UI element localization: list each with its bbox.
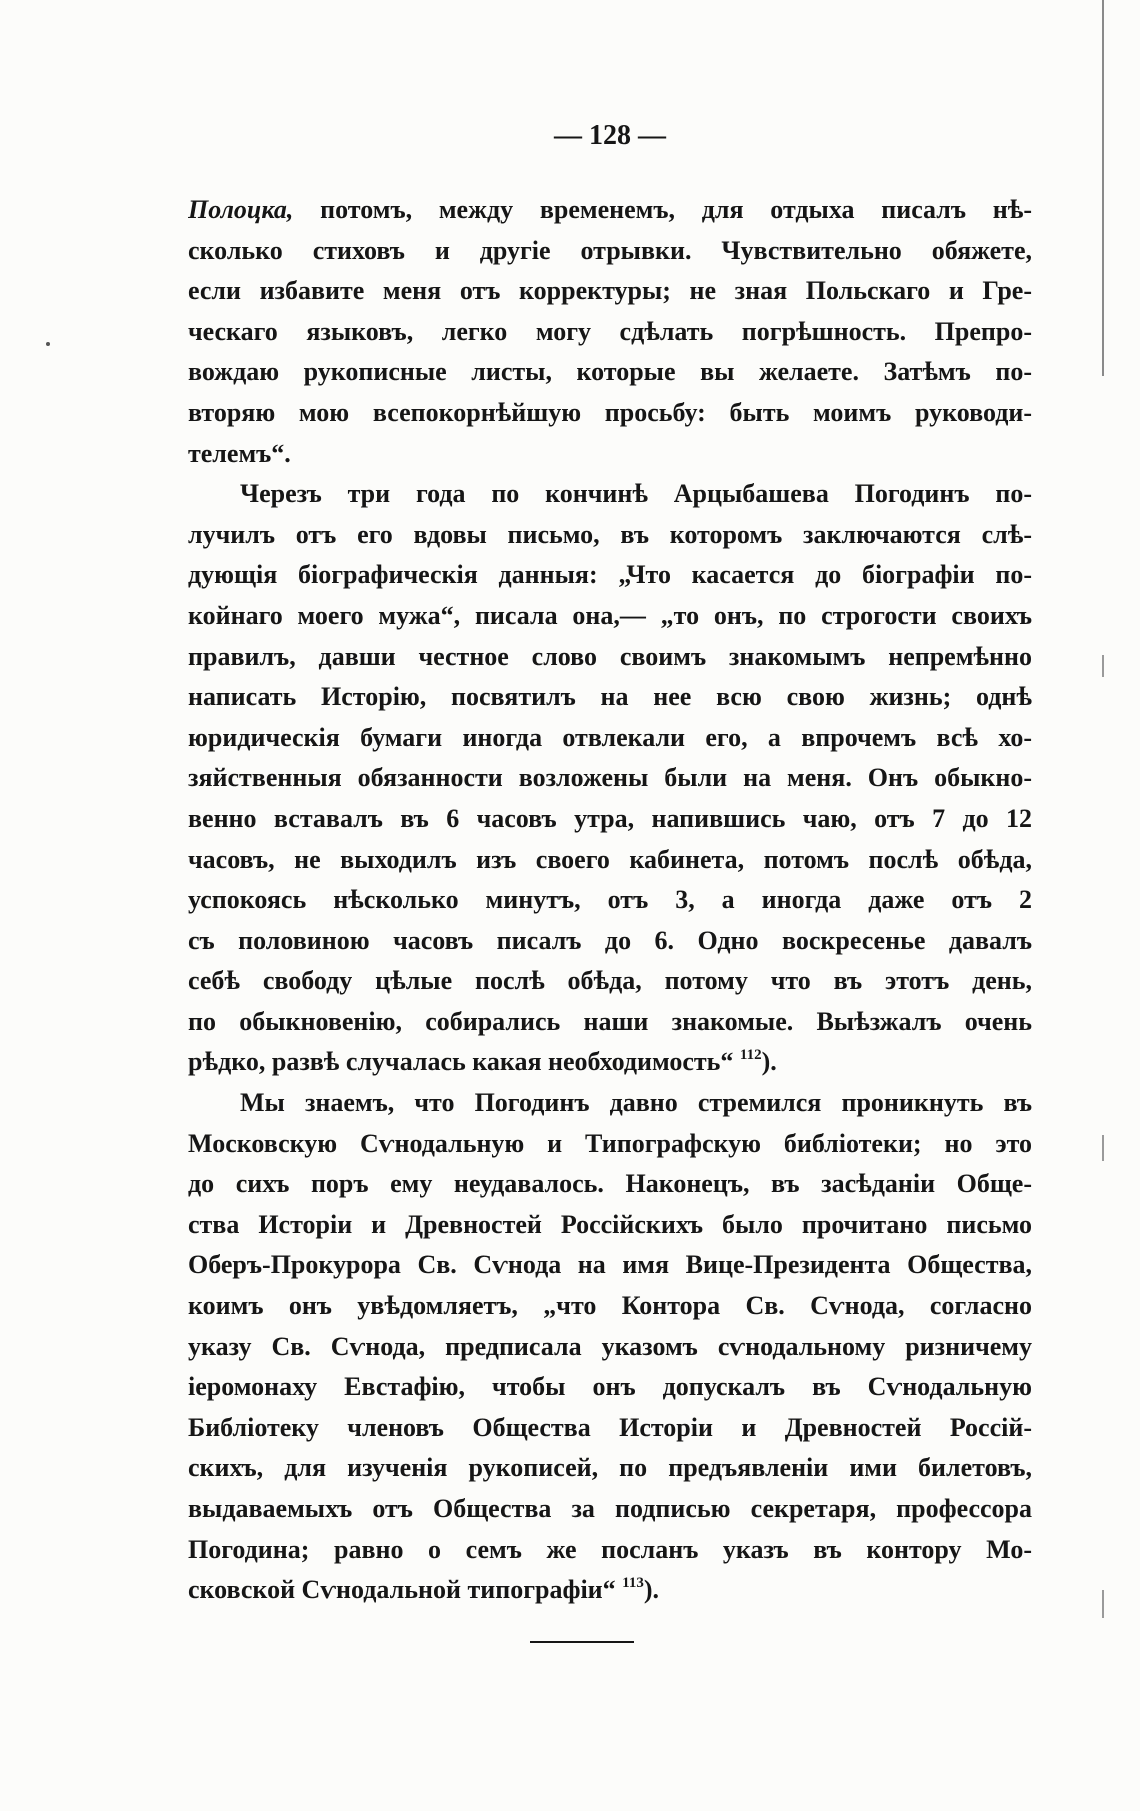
text-line: вождаю рукописные листы, которые вы желаете. Затѣмъ по- (188, 357, 1032, 387)
text-line: венно вставалъ въ 6 часовъ утра, напившись чаю, отъ 7 до 12 (188, 803, 1032, 833)
text-line: Библіотеку членовъ Общества Исторіи и Древностей Россій- (188, 1412, 1032, 1442)
text-line: телемъ“. (188, 438, 291, 468)
text-line: правилъ, давши честное слово своимъ знакомымъ непремѣнно (188, 641, 1032, 671)
line-text: рѣдко, развѣ случалась какая необходимость“ (188, 1047, 734, 1077)
text-line: коимъ онъ увѣдомляетъ, „что Контора Св. Сѵнода, согласно (188, 1291, 1032, 1321)
scan-edge-mark (1102, 1590, 1104, 1618)
text-line: іеромонаху Евстафію, чтобы онъ допускалъ въ Сѵнодальную (188, 1372, 1032, 1402)
text-line: сколько стиховъ и другіе отрывки. Чувствительно обяжете, (188, 235, 1032, 265)
text-line: Мы знаемъ, что Погодинъ давно стремился проникнуть въ (240, 1088, 1032, 1118)
text-line: Оберъ-Прокурора Св. Сѵнода на имя Вице-Президента Общества, (188, 1250, 1032, 1280)
line-text: потомъ, между временемъ, для отдыха писалъ нѣ- (320, 195, 1032, 224)
text-line: выдаваемыхъ отъ Общества за подписью секретаря, профессора (188, 1494, 1032, 1523)
text-line: Черезъ три года по кончинѣ Арцыбашева Погодинъ по- (240, 479, 1032, 509)
footnote-ref: 113 (622, 1575, 644, 1592)
scan-speck (46, 342, 50, 346)
text-line: скихъ, для изученія рукописей, по предъявленіи ими билетовъ, (188, 1453, 1032, 1483)
text-line: зяйственныя обязанности возложены были на меня. Онъ обыкно- (188, 763, 1032, 793)
text-line: написать Исторію, посвятилъ на нее всю свою жизнь; однѣ (188, 682, 1032, 712)
text-line: лучилъ отъ его вдовы письмо, въ которомъ заключаются слѣ- (188, 519, 1032, 549)
scan-edge-mark (1102, 655, 1104, 677)
text-line: успокоясь нѣсколько минутъ, отъ 3, а иногда даже отъ 2 (188, 885, 1032, 915)
text-line: Погодина; равно о семъ же посланъ указъ въ контору Мо- (188, 1534, 1032, 1564)
line-suffix: ). (761, 1047, 777, 1077)
italic-lead-word: Полоцка, (188, 195, 294, 224)
scan-edge-line (1102, 0, 1104, 376)
paragraph-3 (188, 1083, 1032, 1611)
text-line: койнаго моего мужа“, писала она,— „то онъ, по строгости своихъ (188, 600, 1032, 630)
page-number: — 128 — (554, 120, 666, 151)
text-line (188, 1570, 1032, 1611)
text-line: дующія біографическія данныя: „Что касается до біографіи по- (188, 560, 1032, 590)
line-suffix: ). (643, 1575, 660, 1605)
text-line: съ половиною часовъ писалъ до 6. Одно воскресенье давалъ (188, 925, 1032, 955)
line-text: сковской Сѵнодальной типографіи“ (188, 1575, 616, 1605)
text-line (188, 1042, 1032, 1083)
paragraph-1 (188, 190, 1032, 474)
text-line: юридическія бумаги иногда отвлекали его, а впрочемъ всѣ хо- (188, 722, 1032, 752)
text-line: вторяю мою всепокорнѣйшую просьбу: быть моимъ руководи- (188, 397, 1032, 427)
text-line: часовъ, не выходилъ изъ своего кабинета, потомъ послѣ обѣда, (188, 844, 1032, 874)
text-line: до сихъ поръ ему неудавалось. Наконецъ, въ засѣданіи Обще- (188, 1169, 1032, 1199)
end-rule (530, 1641, 634, 1643)
text-line: по обыкновенію, собирались наши знакомые. Выѣзжалъ очень (188, 1006, 1032, 1036)
text-line: если избавите меня отъ корректуры; не зная Польскаго и Гре- (188, 276, 1032, 306)
text-line: себѣ свободу цѣлые послѣ обѣда, потому что въ этотъ день, (188, 966, 1032, 996)
paragraph-2 (188, 474, 1032, 1083)
body-text (188, 190, 1032, 1611)
text-line (188, 190, 1032, 231)
text-line: ства Исторіи и Древностей Россійскихъ было прочитано письмо (188, 1209, 1032, 1239)
scan-edge-mark (1102, 1135, 1104, 1161)
text-line: Московскую Сѵнодальную и Типографскую библіотеки; но это (188, 1128, 1032, 1158)
footnote-ref: 112 (739, 1047, 762, 1064)
text-line: ческаго языковъ, легко могу сдѣлать погрѣшность. Препро- (188, 316, 1032, 346)
text-line: указу Св. Сѵнода, предписала указомъ сѵнодальному ризничему (188, 1331, 1032, 1361)
